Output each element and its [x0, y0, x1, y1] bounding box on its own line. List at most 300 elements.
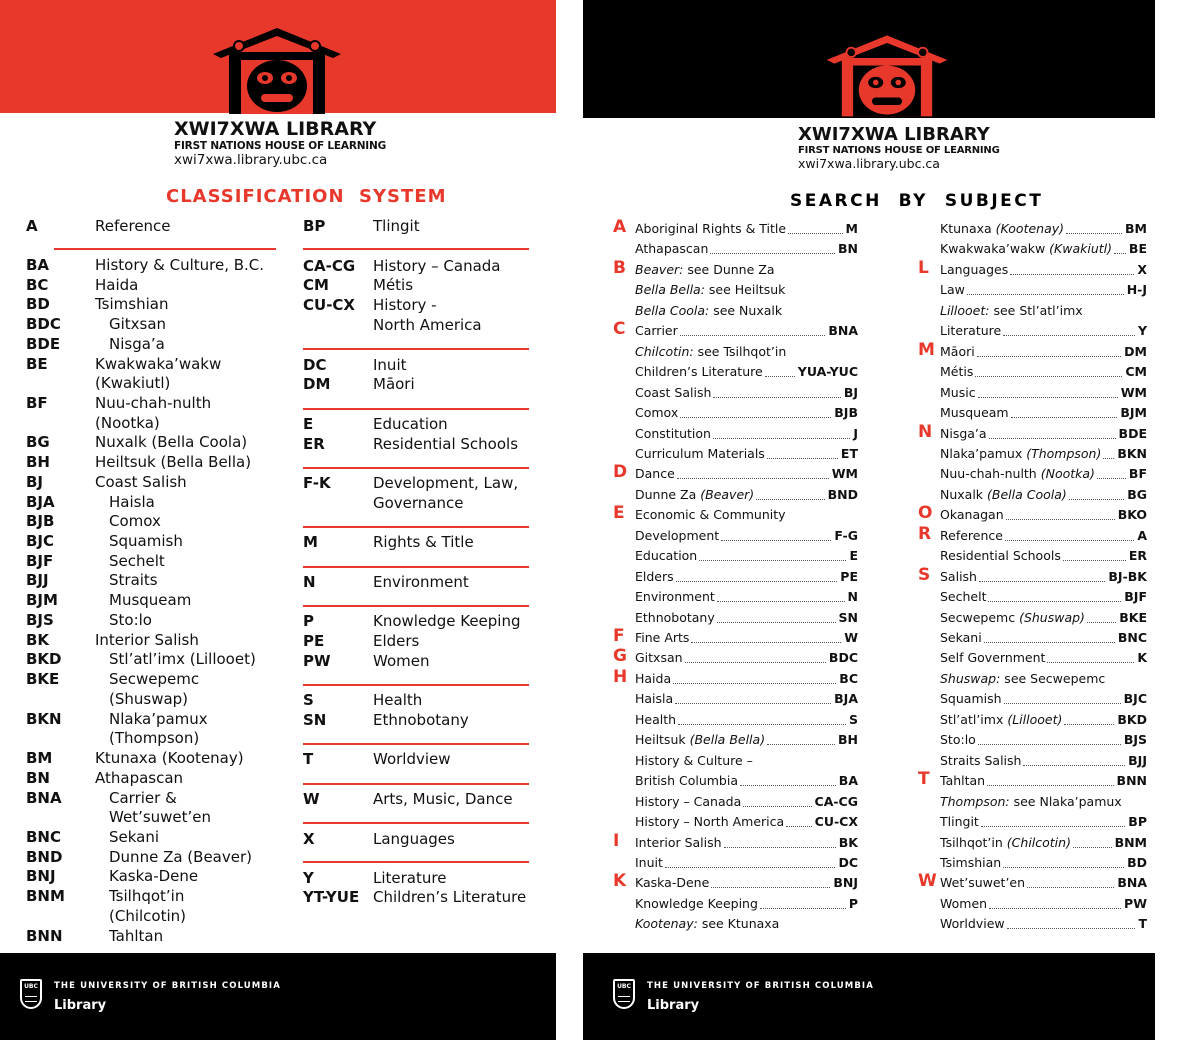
subject-entry — [918, 465, 1147, 483]
class-code: BDE — [26, 335, 61, 353]
classification-row — [26, 275, 266, 295]
call-number: YUA-YUC — [797, 364, 858, 380]
class-label: Squamish — [109, 532, 183, 550]
call-number: BNA — [1117, 875, 1147, 891]
classification-row — [26, 610, 266, 630]
class-label: Knowledge Keeping — [373, 612, 521, 630]
call-number: BDC — [828, 650, 858, 666]
class-code: S — [303, 691, 314, 709]
classification-row — [26, 926, 266, 946]
subject-term: Comox — [635, 405, 679, 421]
subject-entry — [918, 670, 1147, 688]
section-divider — [303, 822, 529, 824]
classification-card — [0, 0, 556, 1040]
classification-row — [26, 531, 266, 551]
section-divider — [303, 605, 529, 607]
classification-row — [26, 492, 266, 512]
class-code: BNJ — [26, 867, 56, 885]
library-url[interactable]: xwi7xwa.library.ubc.ca — [798, 156, 940, 171]
subject-term: Tsimshian — [940, 854, 1002, 870]
class-code: BNN — [26, 927, 63, 945]
dot-leader — [675, 703, 831, 704]
section-divider — [303, 526, 529, 528]
subject-entry — [918, 752, 1147, 770]
section-divider — [303, 467, 529, 469]
index-letter: A — [613, 217, 627, 237]
class-code: PE — [303, 632, 325, 650]
class-label: Straits — [109, 571, 158, 589]
class-code: X — [303, 830, 315, 848]
classification-row — [26, 788, 266, 808]
subject-term: Heiltsuk (Bella Bella) — [635, 732, 766, 748]
subject-term: History & Culture – — [635, 752, 753, 768]
subject-entry — [613, 425, 858, 443]
subject-term: Law — [940, 282, 965, 298]
subject-entry — [613, 854, 858, 872]
subject-term: Literature — [940, 323, 1002, 339]
class-code: CA-CG — [303, 257, 356, 275]
class-label: Ktunaxa (Kootenay) — [95, 749, 244, 767]
classification-row — [26, 413, 266, 433]
subject-term: Languages — [940, 261, 1009, 277]
subject-entry — [613, 609, 858, 627]
subject-term: Residential Schools — [940, 548, 1061, 564]
class-code: SN — [303, 711, 327, 729]
class-label: Inuit — [373, 356, 407, 374]
classification-row — [303, 749, 533, 769]
class-label: Sto:lo — [109, 611, 152, 629]
class-code: BJ — [26, 473, 44, 491]
classification-row — [26, 827, 266, 847]
subject-term: Fine Arts — [635, 630, 690, 645]
subject-entry — [613, 626, 858, 647]
subject-entry — [918, 257, 1147, 279]
subject-term: Tahltan — [940, 773, 986, 789]
class-label: Education — [373, 415, 448, 433]
dot-leader — [680, 335, 825, 336]
subject-term: Shuswap: see Secwepemc — [940, 670, 1106, 686]
classification-row — [303, 275, 533, 295]
subject-term: Interior Salish — [635, 834, 722, 850]
subject-entry — [613, 302, 858, 320]
subject-term: Reference — [940, 527, 1003, 543]
dot-leader — [977, 356, 1121, 357]
classification-row — [26, 452, 266, 472]
subject-term: Kaska-Dene — [635, 875, 710, 891]
page-title: SEARCH BY SUBJECT — [790, 191, 1044, 211]
classification-row — [303, 216, 533, 236]
class-label: (Kwakiutl) — [95, 374, 171, 392]
section-divider — [303, 248, 529, 250]
subject-term: Okanagan — [940, 507, 1004, 523]
class-label: Reference — [95, 217, 171, 235]
university-name: THE UNIVERSITY OF BRITISH COLUMBIA — [647, 981, 874, 991]
dot-leader — [685, 662, 826, 663]
subject-entry — [613, 568, 858, 586]
subject-entry — [613, 486, 858, 504]
subject-term: Haida — [635, 670, 672, 686]
subject-term: Sto:lo — [940, 732, 976, 748]
class-label: Elders — [373, 632, 420, 650]
class-code: BNM — [26, 887, 65, 905]
call-number: BG — [1127, 486, 1147, 502]
subject-term: Haisla — [635, 691, 674, 707]
subject-entry — [918, 649, 1147, 667]
class-code: PW — [303, 652, 331, 670]
classification-row — [26, 728, 266, 748]
class-label: History & Culture, B.C. — [95, 256, 265, 274]
class-code: BJC — [26, 532, 55, 550]
subject-term: Chilcotin: see Tsilhqot’in — [635, 343, 787, 359]
call-number: BK — [838, 834, 858, 850]
classification-row — [303, 315, 533, 335]
call-number: BM — [1125, 221, 1147, 236]
library-name: XWI7XWA LIBRARY — [174, 118, 377, 140]
classification-row — [26, 906, 266, 926]
call-number: BKE — [1119, 609, 1147, 625]
dot-leader — [978, 397, 1118, 398]
subject-term: History – Canada — [635, 793, 742, 809]
class-label: Māori — [373, 375, 415, 393]
subject-term: Economic & Community — [635, 507, 786, 523]
class-code: BNC — [26, 828, 61, 846]
class-code: T — [303, 750, 314, 768]
dot-leader — [665, 867, 835, 868]
subject-term: Tsilhqot’in (Chilcotin) — [940, 834, 1071, 850]
call-number: BJF — [1124, 589, 1147, 605]
dot-leader — [987, 785, 1114, 786]
classification-row — [26, 294, 266, 314]
subject-term: Education — [635, 548, 698, 564]
dot-leader — [984, 642, 1115, 643]
classification-row — [303, 493, 533, 513]
class-label: Sechelt — [109, 552, 165, 570]
call-number: BKO — [1117, 507, 1147, 523]
subject-term: Kootenay: see Ktunaxa — [635, 916, 780, 932]
classification-row — [26, 768, 266, 788]
class-label: Haisla — [109, 493, 155, 511]
subject-entry — [613, 646, 858, 667]
classification-row — [303, 868, 533, 888]
call-number: BNM — [1114, 834, 1147, 850]
call-number: BNN — [1116, 773, 1147, 789]
class-code: BKN — [26, 710, 62, 728]
class-label: Worldview — [373, 750, 451, 768]
dot-leader — [1003, 335, 1135, 336]
class-label: Literature — [373, 869, 447, 887]
subject-term: Environment — [635, 589, 715, 605]
class-label: Carrier & — [109, 789, 177, 807]
dot-leader — [691, 642, 841, 643]
index-letter: G — [613, 646, 627, 667]
class-code: YT-YUE — [303, 888, 360, 906]
call-number: BKN — [1117, 445, 1147, 461]
index-letter: O — [918, 503, 933, 524]
call-number: BN — [838, 241, 858, 257]
class-label: Nuxalk (Bella Coola) — [95, 433, 248, 451]
classification-row — [26, 432, 266, 452]
subject-term: Bella Bella: see Heiltsuk — [635, 282, 786, 298]
class-label: Tlingit — [373, 217, 420, 235]
subject-term: Nisga’a — [940, 425, 987, 441]
call-number: BE — [1128, 241, 1147, 257]
class-label: Tsilhqot’in — [109, 887, 185, 905]
subject-term: Bella Coola: see Nuxalk — [635, 302, 783, 318]
subject-entry — [918, 240, 1147, 258]
subject-term: Sechelt — [940, 589, 987, 605]
class-code: BD — [26, 295, 50, 313]
subject-entry — [918, 564, 1147, 586]
class-label: Kwakwaka’wakw — [95, 355, 222, 373]
subject-entry — [613, 830, 858, 852]
class-label: Stl’atl’imx (Lillooet) — [109, 650, 256, 668]
class-label: Environment — [373, 573, 469, 591]
call-number: M — [845, 221, 858, 236]
ubc-crest-icon: UBC — [20, 979, 42, 1009]
call-number: DC — [838, 854, 858, 870]
subject-term: Constitution — [635, 425, 711, 441]
subject-term: Squamish — [940, 691, 1002, 707]
classification-row — [26, 334, 266, 354]
index-letter: E — [613, 503, 625, 524]
subject-term: Children’s Literature — [635, 364, 763, 380]
call-number: BH — [838, 732, 858, 748]
class-code: DM — [303, 375, 331, 393]
class-label: Musqueam — [109, 591, 192, 609]
ubc-crest-icon: UBC — [613, 979, 635, 1009]
subject-term: Dunne Za (Beaver) — [635, 486, 755, 502]
class-code: BJB — [26, 512, 55, 530]
call-number: J — [853, 425, 858, 441]
class-code: BH — [26, 453, 50, 471]
index-letter: B — [613, 257, 626, 278]
subject-term: Stl’atl’imx (Lillooet) — [940, 711, 1063, 727]
class-label: Women — [373, 652, 430, 670]
subject-entry — [918, 629, 1147, 647]
classification-row — [26, 354, 266, 374]
call-number: BJM — [1120, 405, 1147, 421]
call-number: BP — [1128, 814, 1147, 830]
call-number: F-G — [834, 527, 858, 543]
subject-entry — [613, 731, 858, 749]
classification-row — [303, 887, 533, 907]
index-letter: M — [918, 339, 935, 360]
subject-term: Wet’suwet’en — [940, 875, 1026, 891]
call-number: ET — [840, 445, 858, 461]
longhouse-mask-logo — [209, 24, 345, 114]
dot-leader — [981, 826, 1125, 827]
class-code: CM — [303, 276, 329, 294]
index-letter: W — [918, 871, 937, 892]
call-number: PE — [840, 568, 858, 584]
subject-term: Dance — [635, 466, 675, 482]
class-label: Ethnobotany — [373, 711, 469, 729]
subject-entry — [613, 281, 858, 299]
classification-row — [26, 590, 266, 610]
dot-leader — [767, 458, 838, 459]
class-label: (Chilcotin) — [109, 907, 186, 925]
dot-leader — [678, 724, 846, 725]
class-code: BNA — [26, 789, 62, 807]
subject-entry — [613, 752, 858, 770]
subject-term: Lillooet: see Stl’atl’imx — [940, 302, 1083, 318]
dot-leader — [756, 499, 825, 500]
class-code: BJS — [26, 611, 54, 629]
call-number: WM — [1120, 384, 1147, 400]
class-code: BKE — [26, 670, 60, 688]
dot-leader — [989, 438, 1116, 439]
subject-term: Secwepemc (Shuswap) — [940, 609, 1085, 625]
subject-term: Thompson: see Nlaka’pamux — [940, 793, 1122, 809]
dot-leader — [680, 417, 831, 418]
subject-term: Music — [940, 384, 976, 400]
subject-entry — [613, 711, 858, 729]
subject-term: Sekani — [940, 630, 982, 645]
classification-row — [26, 551, 266, 571]
dot-leader — [765, 376, 795, 377]
subject-entry — [918, 813, 1147, 831]
subject-term: Nuxalk (Bella Coola) — [940, 486, 1067, 502]
call-number: BF — [1128, 466, 1147, 482]
dot-leader — [677, 478, 829, 479]
classification-row — [303, 355, 533, 375]
class-label: North America — [373, 316, 482, 334]
classification-row — [26, 709, 266, 729]
library-label: Library — [647, 998, 700, 1013]
class-code: E — [303, 415, 314, 433]
subject-term: Gitxsan — [635, 650, 683, 666]
class-code: BG — [26, 433, 50, 451]
subject-term: Knowledge Keeping — [635, 895, 758, 911]
index-letter: I — [613, 830, 620, 851]
dot-leader — [1005, 540, 1134, 541]
subject-entry — [918, 404, 1147, 422]
class-label: Arts, Music, Dance — [373, 790, 513, 808]
call-number: WM — [831, 466, 858, 482]
call-number: Y — [1137, 323, 1147, 339]
dot-leader — [717, 601, 845, 602]
subject-term: Inuit — [635, 854, 663, 870]
class-label: Tsimshian — [95, 295, 169, 313]
subject-entry — [918, 421, 1147, 443]
call-number: N — [847, 589, 858, 605]
class-label: Gitxsan — [109, 315, 167, 333]
class-label: Development, Law, — [373, 474, 519, 492]
call-number: BNA — [828, 323, 858, 339]
call-number: CU-CX — [814, 814, 858, 830]
subject-term: Nlaka’pamux (Thompson) — [940, 445, 1102, 461]
subject-entry — [918, 834, 1147, 852]
subject-entry — [613, 257, 858, 279]
classification-row — [303, 789, 533, 809]
subject-entry — [918, 523, 1147, 545]
dot-leader — [1087, 622, 1116, 623]
section-divider — [303, 566, 529, 568]
subject-entry — [918, 339, 1147, 361]
class-label: (Thompson) — [109, 729, 200, 747]
dot-leader — [1011, 417, 1117, 418]
classification-row — [26, 886, 266, 906]
class-label: Children’s Literature — [373, 888, 527, 906]
class-code: BE — [26, 355, 48, 373]
subject-entry — [918, 609, 1147, 627]
dot-leader — [978, 744, 1121, 745]
subject-entry — [613, 915, 858, 933]
subject-term: Beaver: see Dunne Za — [635, 261, 775, 277]
library-url[interactable]: xwi7xwa.library.ubc.ca — [174, 152, 328, 168]
library-subtitle: FIRST NATIONS HOUSE OF LEARNING — [798, 145, 1000, 156]
index-letter: C — [613, 319, 626, 340]
subject-term: Métis — [940, 364, 974, 380]
class-label: Wet’suwet’en — [109, 808, 212, 826]
dot-leader — [713, 438, 850, 439]
class-code: Y — [303, 869, 314, 887]
library-name: XWI7XWA LIBRARY — [798, 124, 990, 145]
subject-entry — [613, 363, 858, 381]
classification-row — [26, 649, 266, 669]
index-letter: D — [613, 462, 628, 483]
section-divider — [303, 348, 529, 350]
ubc-footer — [0, 953, 556, 1040]
index-letter: R — [918, 523, 932, 544]
subject-entry — [613, 547, 858, 565]
class-label: Dunne Za (Beaver) — [109, 848, 252, 866]
subject-term: Self Government — [940, 650, 1046, 666]
subject-entry — [613, 690, 858, 708]
subject-entry — [613, 588, 858, 606]
section-divider — [303, 684, 529, 686]
classification-row — [26, 807, 266, 827]
class-label: Health — [373, 691, 423, 709]
class-label: Residential Schools — [373, 435, 519, 453]
subject-entry — [918, 690, 1147, 708]
classification-row — [26, 866, 266, 886]
class-label: Governance — [373, 494, 464, 512]
class-label: History – Canada — [373, 257, 501, 275]
subject-entry — [918, 486, 1147, 504]
dot-leader — [1047, 662, 1134, 663]
call-number: E — [849, 548, 858, 564]
dot-leader — [711, 887, 830, 888]
class-code: DC — [303, 356, 327, 374]
class-code: N — [303, 573, 316, 591]
class-code: P — [303, 612, 314, 630]
subject-term: Nuu-chah-nulth (Nootka) — [940, 466, 1095, 482]
class-label: Languages — [373, 830, 455, 848]
class-code: BN — [26, 769, 50, 787]
classification-row — [26, 570, 266, 590]
classification-row — [303, 651, 533, 671]
subject-term: Elders — [635, 568, 674, 584]
subject-entry — [918, 302, 1147, 320]
index-letter: S — [918, 564, 931, 585]
class-code: BJM — [26, 591, 58, 609]
call-number: H-J — [1126, 282, 1147, 298]
index-letter: L — [918, 257, 929, 278]
subject-entry — [918, 363, 1147, 381]
class-label: (Nootka) — [95, 414, 160, 432]
class-code: A — [26, 217, 38, 235]
class-code: ER — [303, 435, 325, 453]
subject-entry — [918, 445, 1147, 463]
class-label: Kaska-Dene — [109, 867, 199, 885]
dot-leader — [786, 826, 812, 827]
index-letter: F — [613, 626, 625, 646]
class-code: BF — [26, 394, 48, 412]
class-label: Rights & Title — [373, 533, 474, 551]
subject-term: Worldview — [940, 916, 1005, 932]
dot-leader — [1103, 458, 1114, 459]
